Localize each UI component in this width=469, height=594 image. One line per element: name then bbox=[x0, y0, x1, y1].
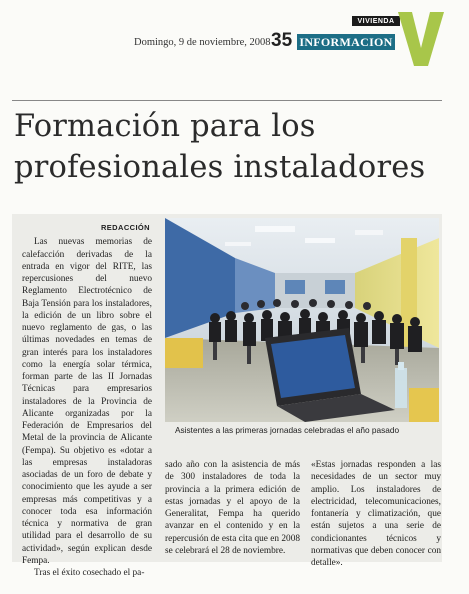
paragraph: Las nuevas memorias de calefacción derivadas de la entrada en vigor del RITE, las repercusiones del nuevo Reglamento Electrotécnico de Baja Tensión para los instaladores, la edición de un libro sobre el nuevo reglamento de gas, o las últimas novedades en temas de gran interés para los instaladores como la energía solar térmica, forman parte de las II Jornadas Técnicas para empresarios instaladores de la Provincia de Alicante organizadas por la Federación de Empresarios del Metal de la provincia de Alicante (Fempa). Su objetivo es «dotar a las empresas instaladoras asociadas de un foro de debate y conocimiento que les ayude a ser empresas más competitivas y a conocer toda esa información técnica y normativa de gran utilidad para el desarrollo de su actividad», según explican desde Fempa. bbox=[22, 237, 152, 566]
left-column bbox=[22, 222, 152, 579]
middle-column: sado año con la asistencia de más de 300 instaladores de toda la provincia a la primera edición de estas jornadas y el apoyo de la Generalitat, Fempa ha querido avanzar en el contenido y en la repercusión de esta cita que en 2008 se celebrará el 28 de noviembre. bbox=[165, 460, 300, 557]
conference-room-photo-icon bbox=[165, 218, 439, 422]
conference-photo bbox=[165, 218, 439, 422]
right-column: «Estas jornadas responden a las necesidades de un sector muy amplio. Los instaladores de electricidad, telecomunicaciones, fontanería y climatización, que están sujetos a una serie de condicionantes técnicos y normativas que deben conocer con detalle». bbox=[311, 460, 441, 569]
section-label: INFORMACION bbox=[297, 34, 395, 50]
byline: REDACCIÓN bbox=[100, 223, 150, 232]
paragraph: Tras el éxito cosechado el pa- bbox=[34, 568, 145, 578]
page-number: 35 bbox=[271, 30, 293, 51]
dateline: Domingo, 9 de noviembre, 2008 bbox=[134, 37, 271, 48]
header-divider bbox=[12, 100, 442, 101]
section-tag: VIVIENDA bbox=[352, 16, 400, 26]
photo-caption: Asistentes a las primeras jornadas celebradas el año pasado bbox=[175, 425, 400, 435]
vivienda-v-logo bbox=[398, 12, 444, 66]
headline: Formación para los profesionales instaladores bbox=[14, 109, 426, 185]
